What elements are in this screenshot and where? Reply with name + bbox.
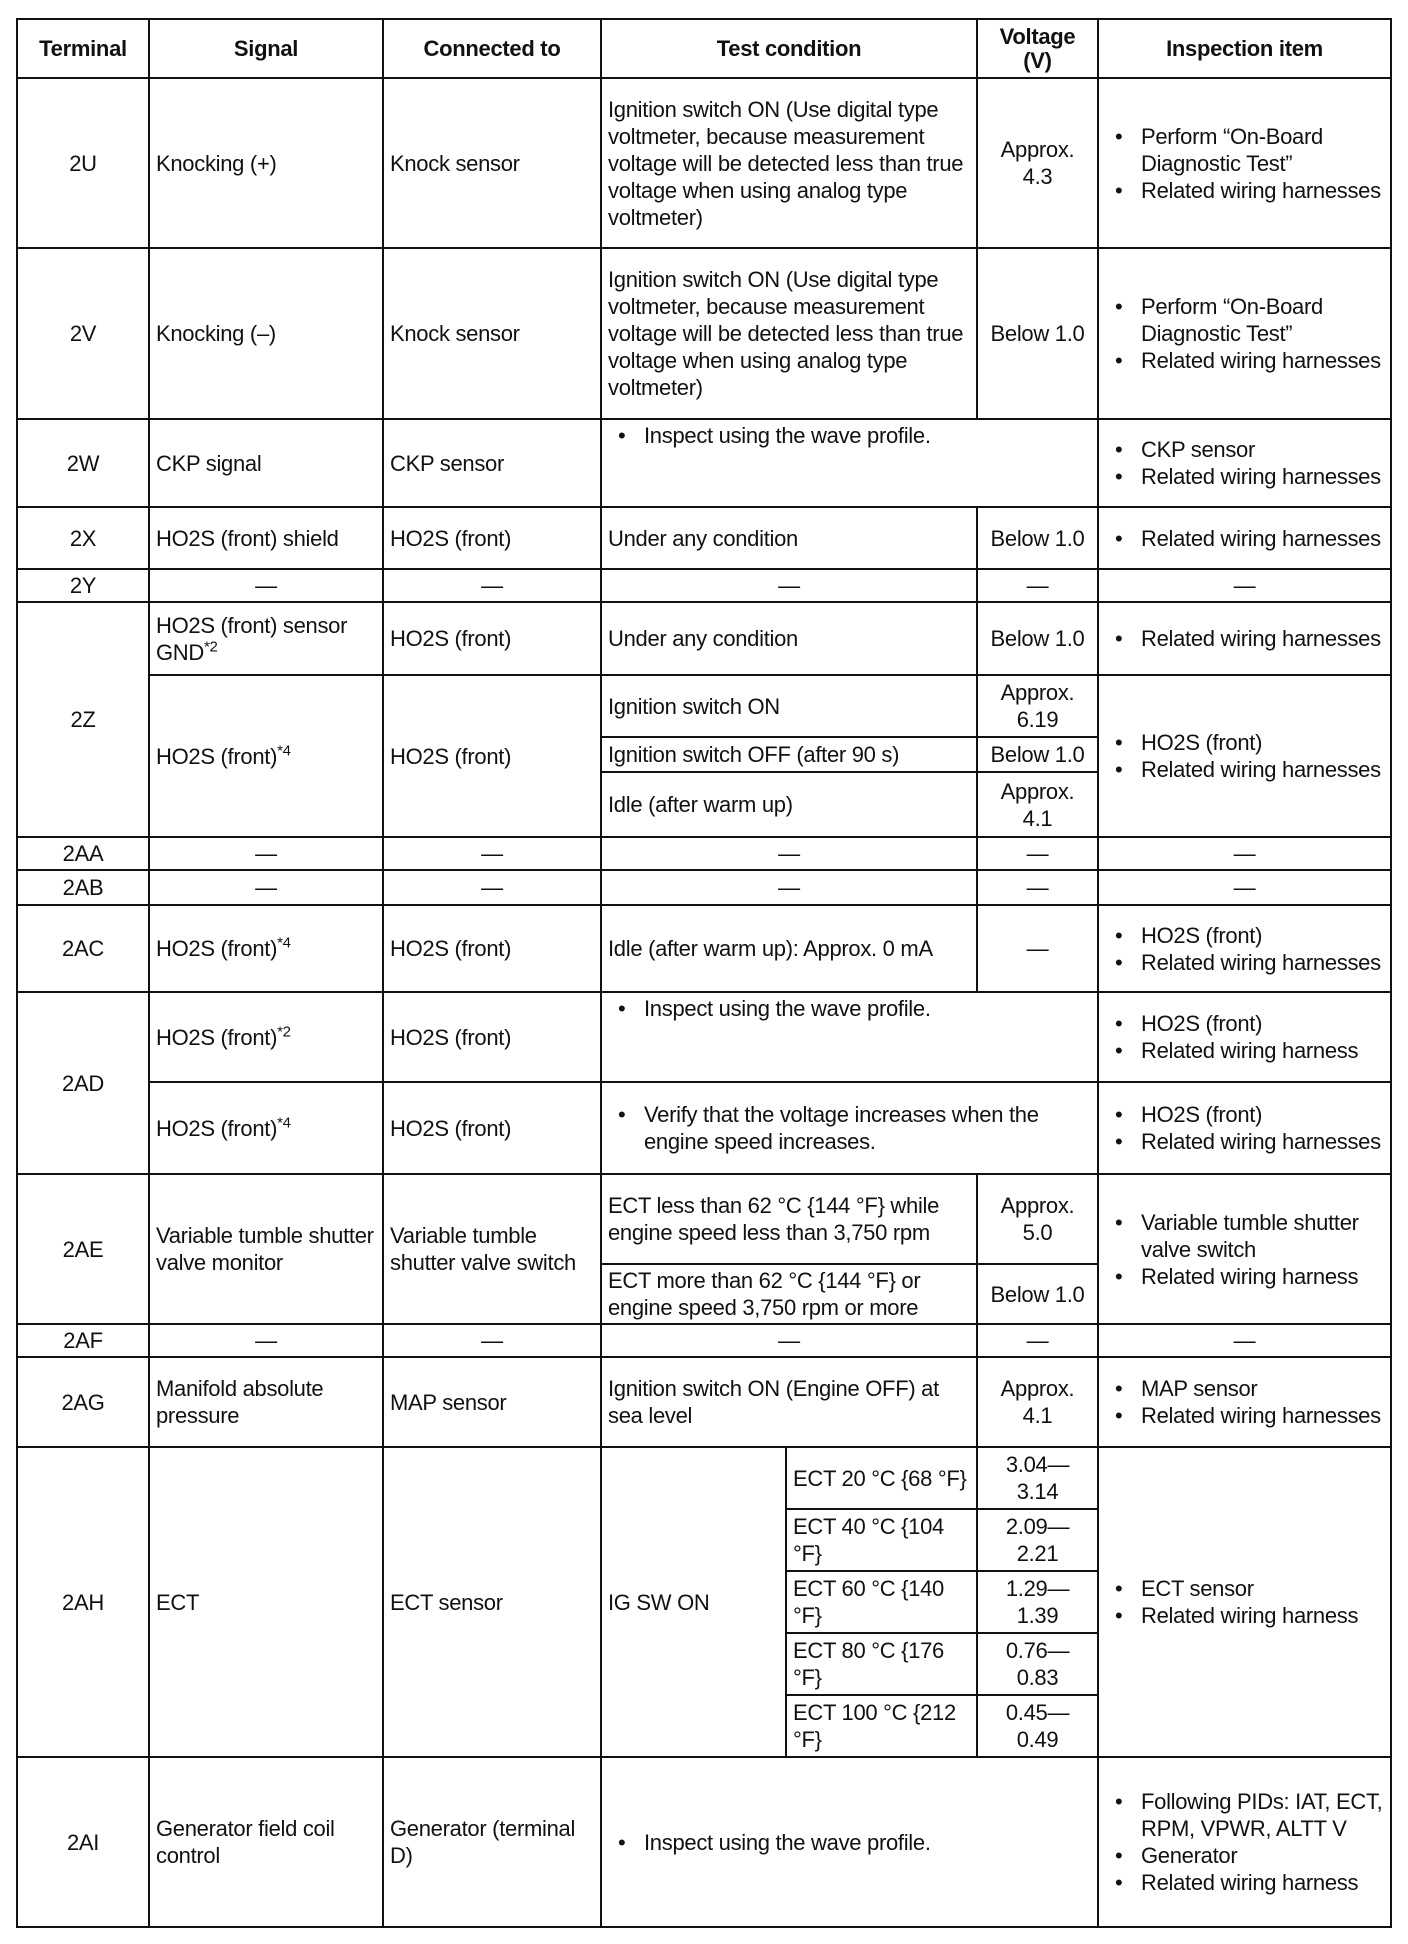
test-condition-cell: Ignition switch ON (Use digital type voltmeter, because measurement voltage will be detected less than true voltage when using analog type voltmeter) (601, 248, 977, 419)
inspection-bullet: • Related wiring harnesses (1141, 525, 1384, 552)
inspection-bullet: • Related wiring harnesses (1141, 756, 1384, 783)
test-condition-cell: Under any condition (601, 602, 977, 675)
voltage-cell: Approx. 4.3 (977, 78, 1098, 248)
test-condition-cell (601, 992, 1098, 1082)
signal-cell (149, 905, 383, 992)
ect-condition-cell: ECT 40 °C {104 °F} (786, 1509, 977, 1571)
ect-condition-cell: ECT 60 °C {140 °F} (786, 1571, 977, 1633)
test-condition-cell: Idle (after warm up) (601, 772, 977, 837)
footnote-mark: *4 (277, 742, 291, 760)
voltage-cell: Below 1.0 (977, 507, 1098, 569)
terminal-cell: 2U (17, 78, 149, 248)
signal-cell (149, 1082, 383, 1174)
inspection-bullet: • CKP sensor (1141, 436, 1384, 463)
inspection-bullet: • HO2S (front) (1141, 729, 1384, 756)
test-condition-cell: Idle (after warm up): Approx. 0 mA (601, 905, 977, 992)
inspection-cell (1098, 992, 1391, 1082)
ect-condition-cell: ECT 100 °C {212 °F} (786, 1695, 977, 1757)
voltage-cell: Below 1.0 (977, 737, 1098, 772)
test-condition-cell (601, 1082, 1098, 1174)
connected-to-cell: — (383, 569, 601, 602)
table-row (17, 569, 1391, 602)
terminal-cell: 2V (17, 248, 149, 419)
voltage-cell: — (977, 870, 1098, 905)
connected-to-cell: HO2S (front) (383, 1082, 601, 1174)
inspection-cell (1098, 1447, 1391, 1757)
connected-to-cell: HO2S (front) (383, 507, 601, 569)
inspection-cell (1098, 602, 1391, 675)
signal-cell: Knocking (–) (149, 248, 383, 419)
header-signal: Signal (149, 19, 383, 78)
signal-cell: Generator field coil control (149, 1757, 383, 1927)
header-row (17, 19, 1391, 78)
header-voltage: Voltage (V) (977, 19, 1098, 78)
test-condition-cell: IG SW ON (601, 1447, 786, 1757)
inspection-bullet: • Related wiring harness (1141, 1869, 1384, 1896)
inspection-bullet: • HO2S (front) (1141, 1010, 1384, 1037)
inspection-cell: — (1098, 837, 1391, 870)
voltage-cell: 3.04— 3.14 (977, 1447, 1098, 1509)
signal-text: HO2S (front) sensor GND (156, 612, 348, 665)
voltage-cell: Approx. 4.1 (977, 1357, 1098, 1447)
terminal-cell: 2AG (17, 1357, 149, 1447)
terminal-cell: 2AB (17, 870, 149, 905)
table-row (17, 870, 1391, 905)
voltage-cell: 0.76— 0.83 (977, 1633, 1098, 1695)
signal-text: HO2S (front) (156, 936, 278, 961)
signal-cell: — (149, 569, 383, 602)
voltage-cell: — (977, 569, 1098, 602)
voltage-cell: Below 1.0 (977, 602, 1098, 675)
test-condition-cell: ECT more than 62 °C {144 °F} or engine speed 3,750 rpm or more (601, 1264, 977, 1324)
connected-to-cell: MAP sensor (383, 1357, 601, 1447)
table-row (17, 992, 1391, 1082)
inspection-cell (1098, 507, 1391, 569)
inspection-cell (1098, 248, 1391, 419)
connected-to-cell: Generator (terminal D) (383, 1757, 601, 1927)
signal-cell: Knocking (+) (149, 78, 383, 248)
signal-text: HO2S (front) (156, 1024, 278, 1050)
connected-to-cell: Knock sensor (383, 248, 601, 419)
table-row (17, 1174, 1391, 1264)
inspection-cell (1098, 78, 1391, 248)
test-bullet: • Inspect using the wave profile. (644, 422, 1091, 449)
inspection-bullet: • ECT sensor (1141, 1575, 1384, 1602)
table-row (17, 419, 1391, 507)
inspection-cell (1098, 1357, 1391, 1447)
terminal-cell: 2AD (17, 992, 149, 1174)
inspection-cell: — (1098, 1324, 1391, 1357)
inspection-cell: — (1098, 569, 1391, 602)
table-row (17, 675, 1391, 737)
table-row (17, 507, 1391, 569)
signal-cell (149, 675, 383, 837)
signal-cell: CKP signal (149, 419, 383, 507)
inspection-bullet: • Related wiring harnesses (1141, 1402, 1384, 1429)
table-row (17, 78, 1391, 248)
header-inspection-item: Inspection item (1098, 19, 1391, 78)
connected-to-cell: Variable tumble shutter valve switch (383, 1174, 601, 1324)
inspection-bullet: • Generator (1141, 1842, 1384, 1869)
connected-to-cell: — (383, 1324, 601, 1357)
table-row (17, 905, 1391, 992)
test-condition-cell: ECT less than 62 °C {144 °F} while engine speed less than 3,750 rpm (601, 1174, 977, 1264)
terminal-cell: 2X (17, 507, 149, 569)
footnote-mark: *2 (204, 638, 218, 656)
test-condition-cell (601, 1757, 1098, 1927)
connected-to-cell: HO2S (front) (383, 905, 601, 992)
terminal-cell: 2AC (17, 905, 149, 992)
signal-cell (149, 602, 383, 675)
inspection-bullet: • Related wiring harnesses (1141, 177, 1384, 204)
connected-to-cell: HO2S (front) (383, 675, 601, 837)
inspection-cell (1098, 1757, 1391, 1927)
test-bullet: • Inspect using the wave profile. (644, 1829, 1091, 1856)
voltage-cell: — (977, 1324, 1098, 1357)
footnote-mark: *4 (277, 934, 291, 952)
inspection-cell (1098, 1174, 1391, 1324)
voltage-cell: Below 1.0 (977, 248, 1098, 419)
signal-cell: — (149, 870, 383, 905)
signal-cell: Variable tumble shutter valve monitor (149, 1174, 383, 1324)
signal-text: HO2S (front) (156, 743, 278, 769)
terminal-cell: 2W (17, 419, 149, 507)
signal-cell: HO2S (front) shield (149, 507, 383, 569)
signal-cell: — (149, 1324, 383, 1357)
inspection-bullet: • Perform “On-Board Diagnostic Test” (1141, 293, 1384, 347)
inspection-bullet: • HO2S (front) (1141, 922, 1384, 949)
voltage-cell: — (977, 837, 1098, 870)
signal-text: HO2S (front) (156, 1115, 278, 1141)
test-condition-cell: Ignition switch ON (Engine OFF) at sea level (601, 1357, 977, 1447)
test-condition-cell: Ignition switch ON (601, 675, 977, 737)
ect-condition-cell: ECT 80 °C {176 °F} (786, 1633, 977, 1695)
inspection-bullet: • Related wiring harness (1141, 1037, 1384, 1064)
terminal-cell: 2Y (17, 569, 149, 602)
test-condition-cell: Under any condition (601, 507, 977, 569)
connected-to-cell: CKP sensor (383, 419, 601, 507)
test-condition-cell: Ignition switch OFF (after 90 s) (601, 737, 977, 772)
inspection-bullet: • HO2S (front) (1141, 1101, 1384, 1128)
connected-to-cell: — (383, 837, 601, 870)
connected-to-cell: ECT sensor (383, 1447, 601, 1757)
signal-cell (149, 992, 383, 1082)
signal-cell: Manifold absolute pressure (149, 1357, 383, 1447)
signal-cell: ECT (149, 1447, 383, 1757)
inspection-bullet: • Variable tumble shutter valve switch (1141, 1209, 1384, 1263)
table-row (17, 248, 1391, 419)
test-condition-cell: — (601, 569, 977, 602)
terminal-cell: 2AF (17, 1324, 149, 1357)
inspection-bullet: • Related wiring harnesses (1141, 347, 1384, 374)
connected-to-cell: HO2S (front) (383, 992, 601, 1082)
terminal-cell: 2Z (17, 602, 149, 837)
connected-to-cell: Knock sensor (383, 78, 601, 248)
table-row (17, 1324, 1391, 1357)
voltage-cell: 2.09— 2.21 (977, 1509, 1098, 1571)
voltage-cell: 0.45— 0.49 (977, 1695, 1098, 1757)
connected-to-cell: — (383, 870, 601, 905)
voltage-cell: Below 1.0 (977, 1264, 1098, 1324)
test-condition-cell (601, 419, 1098, 507)
test-condition-cell: — (601, 870, 977, 905)
inspection-bullet: • Related wiring harness (1141, 1263, 1384, 1290)
inspection-bullet: • Related wiring harnesses (1141, 949, 1384, 976)
signal-cell: — (149, 837, 383, 870)
inspection-bullet: • MAP sensor (1141, 1375, 1384, 1402)
terminal-cell: 2AA (17, 837, 149, 870)
table-row (17, 1357, 1391, 1447)
connected-to-cell: HO2S (front) (383, 602, 601, 675)
header-connected-to: Connected to (383, 19, 601, 78)
test-bullet: • Inspect using the wave profile. (644, 995, 1091, 1022)
inspection-bullet: • Related wiring harnesses (1141, 1128, 1384, 1155)
inspection-bullet: • Related wiring harnesses (1141, 625, 1384, 652)
terminal-cell: 2AE (17, 1174, 149, 1324)
inspection-bullet: • Related wiring harnesses (1141, 463, 1384, 490)
inspection-cell: — (1098, 870, 1391, 905)
voltage-cell: — (977, 905, 1098, 992)
table-row (17, 602, 1391, 675)
header-test-condition: Test condition (601, 19, 977, 78)
header-terminal: Terminal (17, 19, 149, 78)
ect-condition-cell: ECT 20 °C {68 °F} (786, 1447, 977, 1509)
table-row (17, 837, 1391, 870)
voltage-cell: 1.29— 1.39 (977, 1571, 1098, 1633)
inspection-cell (1098, 905, 1391, 992)
terminal-cell: 2AI (17, 1757, 149, 1927)
table-row (17, 1447, 1391, 1509)
inspection-bullet: • Perform “On-Board Diagnostic Test” (1141, 123, 1384, 177)
test-condition-cell: Ignition switch ON (Use digital type voltmeter, because measurement voltage will be detected less than true voltage when using analog type voltmeter) (601, 78, 977, 248)
test-condition-cell: — (601, 837, 977, 870)
terminal-cell: 2AH (17, 1447, 149, 1757)
voltage-cell: Approx. 4.1 (977, 772, 1098, 837)
footnote-mark: *2 (277, 1023, 291, 1041)
inspection-cell (1098, 675, 1391, 837)
test-condition-cell: — (601, 1324, 977, 1357)
test-bullet: • Verify that the voltage increases when the engine speed increases. (644, 1101, 1091, 1155)
voltage-cell: Approx. 5.0 (977, 1174, 1098, 1264)
table-row (17, 1757, 1391, 1927)
inspection-bullet: • Related wiring harness (1141, 1602, 1384, 1629)
table-row (17, 1082, 1391, 1174)
voltage-cell: Approx. 6.19 (977, 675, 1098, 737)
terminal-inspection-table (16, 18, 1392, 1928)
footnote-mark: *4 (277, 1114, 291, 1132)
inspection-bullet: • Following PIDs: IAT, ECT, RPM, VPWR, ALTT V (1141, 1788, 1384, 1842)
inspection-cell (1098, 1082, 1391, 1174)
inspection-cell (1098, 419, 1391, 507)
